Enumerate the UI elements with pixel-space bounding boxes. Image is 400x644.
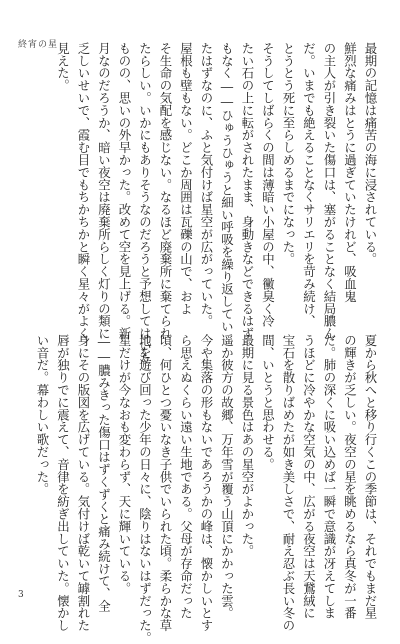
text-line: たはずなのに、ふと気付けば星空が広がっていた。 (199, 42, 214, 328)
text-line: たらしい。いかにもありそうなのだろうと予想してはいた (137, 42, 153, 365)
text-line: 唇が独りでに震えて、音律を紡ぎ出していた。懐かし (55, 334, 71, 632)
lower-text-block (32, 334, 381, 644)
text-line: 間、いとうと思わせる。 (260, 334, 276, 471)
text-line: 屋根も壁もない。どこか周囲は瓦礫の山で、およ (178, 42, 194, 315)
text-line: たい石の上に転がされたまま、身動きなどできるはず (240, 42, 255, 340)
page-number: 3 (18, 590, 24, 600)
text-line: 星だけが今なおも変わらず、天に輝いている。 (117, 334, 132, 595)
text-line: の輝きが乏しい。夜空の星を眺めるなら真冬が一番 (342, 334, 358, 620)
text-line: 宝石を散りばめたが如き美しさで、耐え忍ぶ長い冬の (281, 334, 296, 632)
text-line: の主人が引き裂いた傷口は、塞がることなく結局膿ん (322, 42, 337, 340)
running-title: 終宵の星 (18, 40, 59, 50)
text-line: 遥か彼方の故郷、万年雪が覆う山頂にかかった雲。 (219, 334, 235, 620)
text-line: そうしてしばらくの間は薄暗い小屋の中、黴臭く冷 (260, 42, 276, 328)
text-line: 鮮烈な痛みはとうに過ぎていたけれど、吸血鬼 (342, 42, 358, 303)
text-line: 月なのだろうか、暗い夜空は廃棄所らしく灯りの類に (96, 42, 112, 340)
text-line: ――膿みきった傷口はずくずくと痛み続けて、全 (96, 334, 112, 612)
text-line: 見えた。 (55, 42, 71, 92)
text-line: 今や集落の形もないであろうかの峰は、懐かしいとす (199, 334, 214, 632)
text-line: ものの、思いの外早かった。改めて空を見上げる。新 (117, 42, 132, 340)
text-line: 乏しいせいで、霞む目でもちかちかと瞬く星々がよく (76, 42, 91, 340)
text-line: 地を遊び回った少年の日々に、陰りはないはずだった。 (137, 334, 153, 644)
text-line: だ。いまでも絶えることなくサリエリを苛み続け、 (301, 42, 317, 328)
text-line: だ。肺の深くに吸い込めば一瞬で意識が冴えてしま (322, 334, 337, 620)
text-line: もなく――ひゅうひゅうと細い呼吸を繰り返してい (219, 42, 235, 333)
upper-text-block (52, 42, 380, 365)
text-line: 夏から秋へと移り行くこの季節は、それでもまだ星 (363, 334, 378, 620)
text-line: い音だ。幕わしい歌だった。 (35, 334, 50, 496)
text-line: 最期の記憶は痛苦の海に浸されている。 (363, 42, 378, 266)
text-line: そ生命の気配を感じない。なるほど廃棄所に棄てられ (158, 42, 173, 340)
text-line: ら思えぬくらい遠い生地である。父母が存命だった (178, 334, 194, 620)
text-line: とうとう死に至らしめるまでになった。 (281, 42, 296, 266)
text-line: 身にその版図を広げている。気付けば乾いて罅割れた (76, 334, 91, 632)
text-line: うほどに冷やかな空気の中、広がる夜空は天鵞絨に (301, 334, 317, 620)
text-line: 頃、何ひとつ憂いなき子供でいられた頃。柔らかな草 (158, 334, 173, 632)
text-line: 最期に見る景色はあの星空がよかった。 (240, 334, 255, 558)
